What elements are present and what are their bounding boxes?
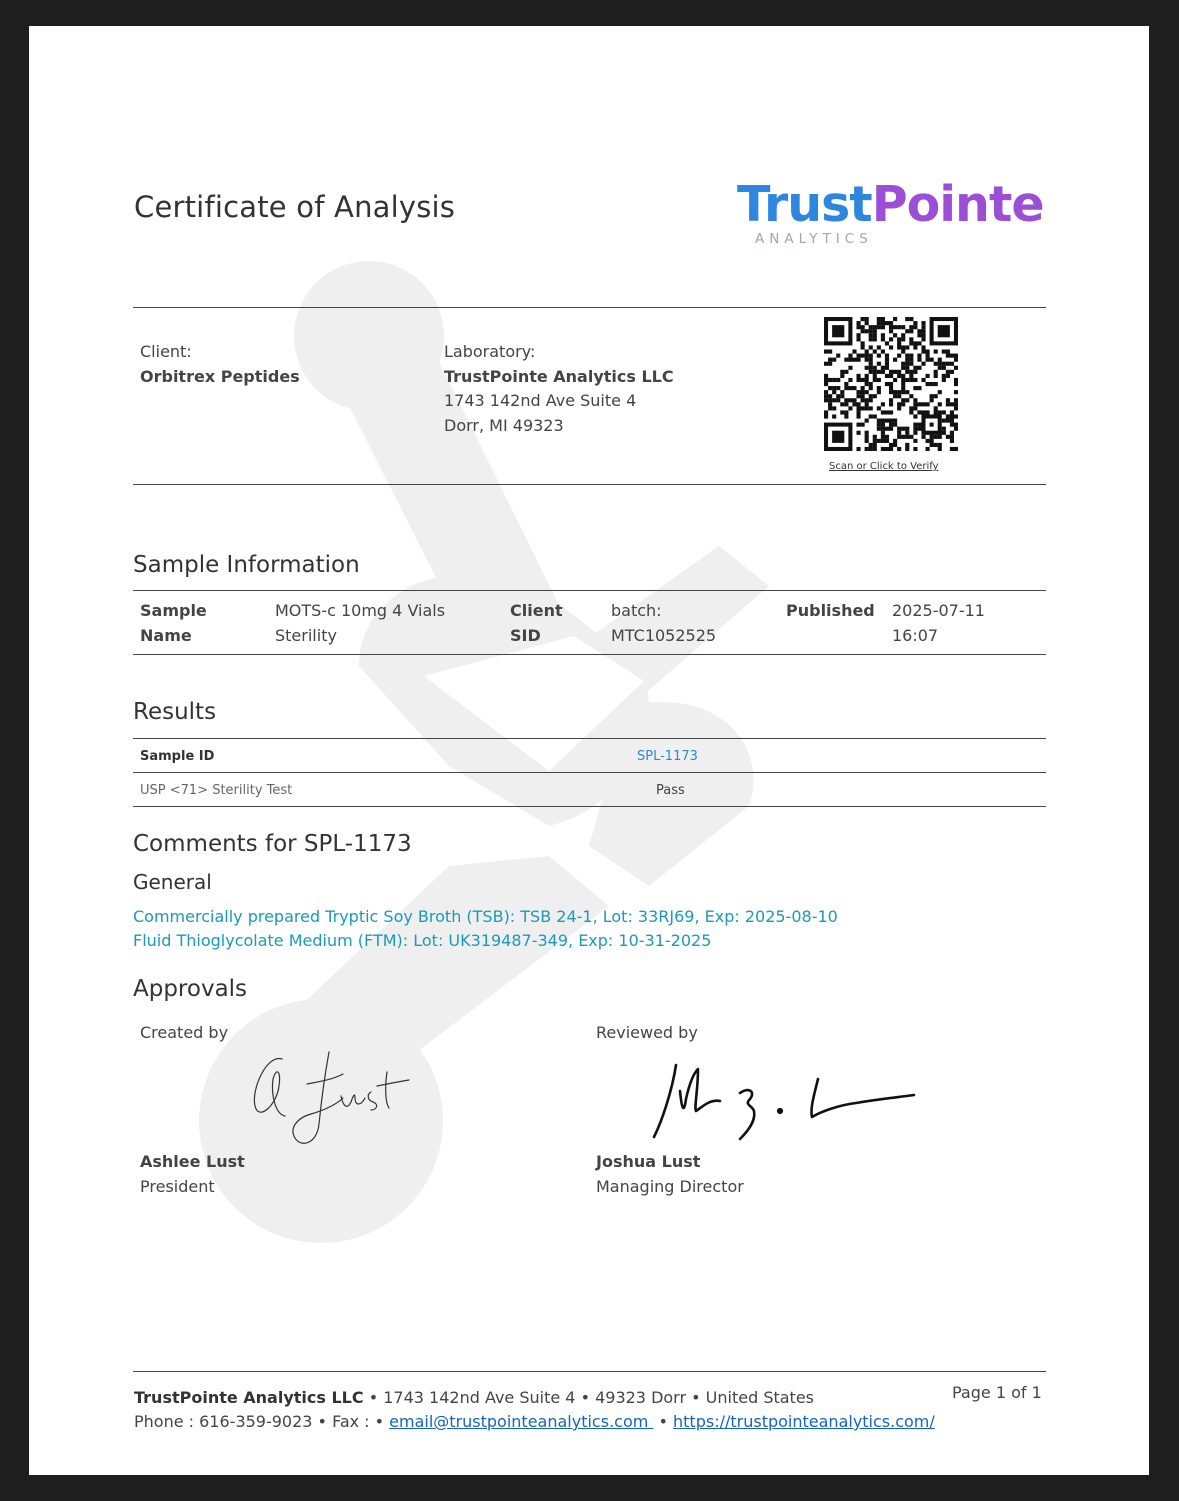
client-sid-label-line1: Client (510, 601, 563, 620)
comments-heading: Comments for SPL-1173 (133, 831, 412, 857)
published-date: 2025-07-11 (892, 601, 985, 620)
client-sid-value (611, 598, 716, 648)
reviewed-by-name: Joshua Lust (596, 1152, 701, 1171)
footer-divider (133, 1371, 1046, 1372)
comment-line: Commercially prepared Tryptic Soy Broth (TSB): TSB 24-1, Lot: 33RJ69, Exp: 2025-08-10 (133, 907, 838, 926)
divider (133, 654, 1046, 655)
divider (133, 806, 1046, 807)
client-sid-label-line2: SID (510, 626, 541, 645)
sample-name-label (140, 598, 207, 648)
results-test-result: Pass (656, 783, 685, 798)
comments-subheading: General (133, 870, 212, 894)
logo-word-pointe: Pointe (871, 176, 1044, 233)
verification-qr-code[interactable] (824, 317, 958, 451)
page-number: Page 1 of 1 (952, 1383, 1042, 1402)
footer-email-link[interactable]: email@trustpointeanalytics.com (389, 1412, 654, 1431)
sample-name-label-line2: Name (140, 626, 192, 645)
created-by-title: President (140, 1177, 215, 1196)
sample-name-label-line1: Sample (140, 601, 207, 620)
client-name: Orbitrex Peptides (140, 367, 300, 386)
published-label: Published (786, 601, 875, 620)
laboratory-address-line2: Dorr, MI 49323 (444, 416, 564, 435)
laboratory-address-line1: 1743 142nd Ave Suite 4 (444, 391, 637, 410)
signature-joshua-lust (644, 1051, 919, 1146)
results-header-label: Sample ID (140, 749, 215, 764)
divider (133, 738, 1046, 739)
client-sid-value-line1: batch: (611, 601, 662, 620)
sample-name-value (275, 598, 445, 648)
footer-company: TrustPointe Analytics LLC (134, 1388, 364, 1407)
footer-contact-line (134, 1409, 935, 1434)
created-by-label: Created by (140, 1023, 229, 1042)
logo-word-trust: Trust (737, 176, 872, 233)
footer-address: • 1743 142nd Ave Suite 4 • 49323 Dorr • United States (363, 1388, 815, 1407)
footer-phone-fax: Phone : 616-359-9023 • Fax : • (134, 1412, 390, 1431)
sample-name-value-line1: MOTS-c 10mg 4 Vials (275, 601, 446, 620)
reviewed-by-title: Managing Director (596, 1177, 744, 1196)
sample-name-value-line2: Sterility (275, 626, 337, 645)
logo-wordmark (737, 176, 1044, 233)
published-time: 16:07 (892, 626, 939, 645)
results-test-name: USP <71> Sterility Test (140, 783, 293, 798)
published-value (892, 598, 985, 648)
divider (133, 590, 1046, 591)
page-title: Certificate of Analysis (134, 190, 456, 224)
created-by-name: Ashlee Lust (140, 1152, 245, 1171)
sample-information-heading: Sample Information (133, 552, 360, 578)
reviewed-by-label: Reviewed by (596, 1023, 698, 1042)
results-heading: Results (133, 699, 217, 725)
client-sid-value-line2: MTC1052525 (611, 626, 717, 645)
certificate-page (29, 26, 1149, 1475)
results-sample-id: SPL-1173 (637, 749, 698, 764)
verify-link[interactable]: Scan or Click to Verify (829, 461, 939, 472)
client-label: Client: (140, 342, 192, 361)
divider (133, 484, 1046, 485)
divider (133, 772, 1046, 773)
client-sid-label (510, 598, 563, 648)
divider (133, 307, 1046, 308)
footer-separator: • (653, 1412, 674, 1431)
footer-website-link[interactable]: https://trustpointeanalytics.com/ (673, 1412, 935, 1431)
comment-line: Fluid Thioglycolate Medium (FTM): Lot: UK319487-349, Exp: 10-31-2025 (133, 931, 712, 950)
footer-address-line (134, 1385, 814, 1410)
approvals-heading: Approvals (133, 976, 248, 1002)
laboratory-label: Laboratory: (444, 342, 536, 361)
signature-ashlee-lust (237, 1044, 417, 1149)
laboratory-name: TrustPointe Analytics LLC (444, 367, 674, 386)
logo-subtitle: ANALYTICS (755, 231, 873, 247)
trustpointe-logo (737, 176, 1044, 256)
